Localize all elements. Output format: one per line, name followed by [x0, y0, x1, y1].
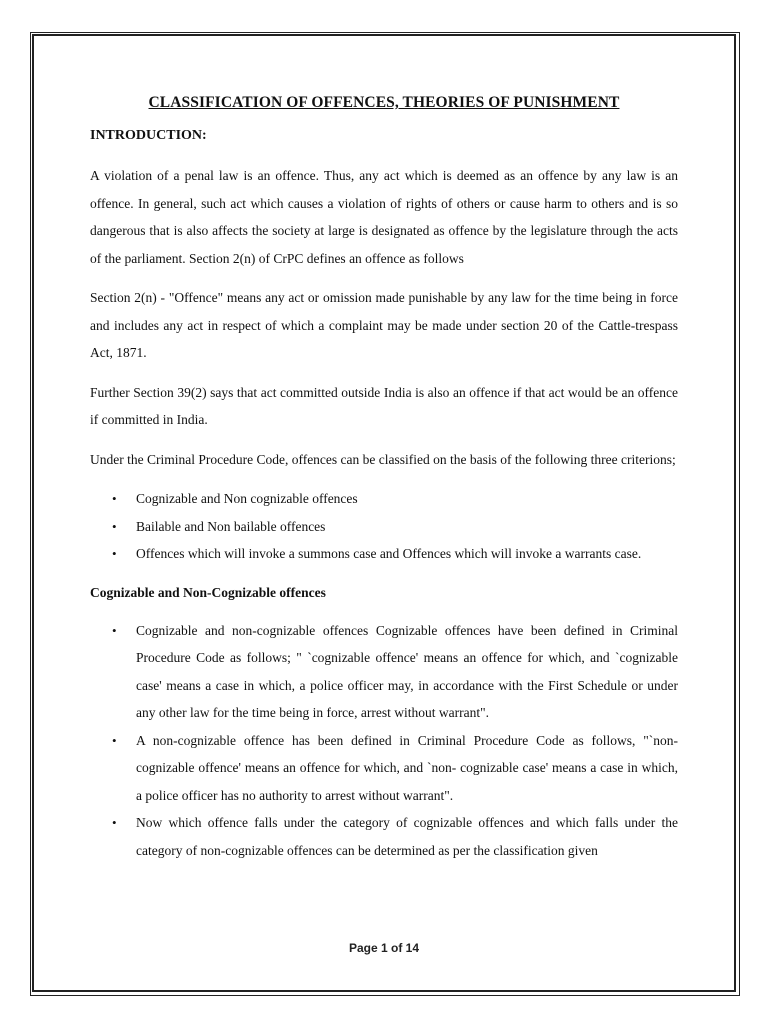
- bullet-icon: •: [112, 732, 117, 748]
- section-heading: Cognizable and Non-Cognizable offences: [90, 584, 326, 600]
- list-item-text: Now which offence falls under the category of cognizable offences and which falls under the category of non-cognizable offences can be determined as per the classification given: [136, 815, 678, 858]
- criteria-list: [90, 485, 678, 568]
- document-body: [90, 92, 678, 864]
- paragraph: A violation of a penal law is an offence. Thus, any act which is deemed as an offence by any law is an offence. In general, such act which causes a violation of rights of others or cause harm to others and is so dangerous that is also affects the society at large is designated as offence by the legislature through the acts of the parliament. Section 2(n) of CrPC defines an offence as follows: [90, 168, 678, 266]
- list-item: [90, 513, 678, 541]
- bullet-icon: •: [112, 622, 117, 638]
- paragraph: Under the Criminal Procedure Code, offences can be classified on the basis of the following three criterions;: [90, 451, 676, 467]
- list-item-text: Cognizable and non-cognizable offences Cognizable offences have been defined in Criminal Procedure Code as follows; " `cognizable offence' means an offence for which, and `cognizable case' means a case in which, a police officer may, in accordance with the First Schedule or under any other law for the time being in force, arrest without warrant".: [136, 622, 678, 720]
- intro-heading: INTRODUCTION:: [90, 128, 207, 143]
- list-item: [90, 540, 678, 568]
- list-item-text: A non-cognizable offence has been defined in Criminal Procedure Code as follows, "`non-cognizable offence' means an offence for which, and `non- cognizable case' means a case in which, a police officer has no authority to arrest without warrant".: [136, 732, 678, 803]
- paragraph: Section 2(n) - "Offence" means any act or omission made punishable by any law for the time being in force and includes any act in respect of which a complaint may be made under section 20 of the Cattle-trespass Act, 1871.: [90, 290, 678, 360]
- list-item-text: Cognizable and Non cognizable offences: [136, 491, 358, 506]
- page-number: Page 1 of 14: [348, 941, 420, 955]
- list-item: [90, 485, 678, 513]
- document-title: CLASSIFICATION OF OFFENCES, THEORIES OF PUNISHMENT: [148, 94, 620, 111]
- section-list: [90, 617, 678, 865]
- bullet-icon: •: [112, 815, 117, 830]
- list-item: [90, 617, 678, 727]
- paragraph: Further Section 39(2) says that act committed outside India is also an offence if that act would be an offence if committed in India.: [90, 384, 678, 427]
- list-item: [90, 727, 678, 810]
- bullet-icon: •: [112, 491, 117, 506]
- list-item: [90, 809, 678, 864]
- list-item-text: Offences which will invoke a summons case and Offences which will invoke a warrants case.: [136, 546, 642, 561]
- list-item-text: Bailable and Non bailable offences: [136, 518, 326, 534]
- bullet-icon: •: [112, 546, 117, 561]
- bullet-icon: •: [112, 518, 117, 534]
